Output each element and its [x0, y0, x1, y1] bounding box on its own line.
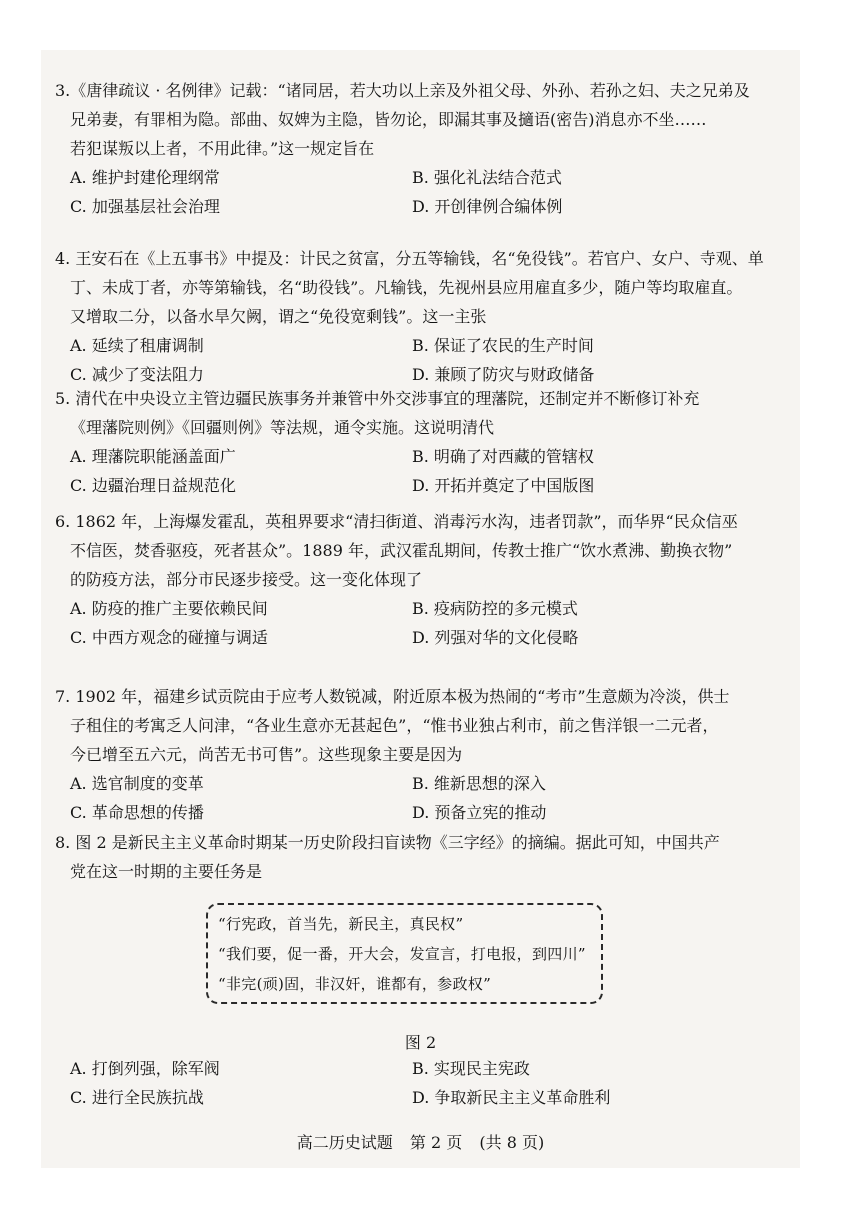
question-line: 6. 1862 年，上海爆发霍乱，英租界要求“清扫街道、消毒污水沟，违者罚款”，而华界“民众信巫 — [55, 512, 738, 531]
question-line: 4. 王安石在《上五事书》中提及：计民之贫富，分五等输钱，名“免役钱”。若官户、女户、寺观、单 — [55, 249, 764, 268]
option-a: A. 维护封建伦理纲常 — [70, 168, 220, 187]
options-row — [55, 798, 790, 827]
options-row — [55, 1054, 790, 1083]
option-a: A. 延续了租庸调制 — [70, 336, 204, 355]
question-line: 丁、未成丁者，亦等第输钱，名“助役钱”。凡输钱，先视州县应用雇直多少，随户等均取雇直。 — [70, 278, 743, 297]
question-3 — [55, 76, 790, 221]
option-d: D. 争取新民主主义革命胜利 — [412, 1088, 611, 1107]
option-b: B. 明确了对西藏的管辖权 — [412, 447, 594, 466]
option-c: C. 加强基层社会治理 — [70, 197, 220, 216]
question-line: 今已增至五六元，尚苦无书可售”。这些现象主要是因为 — [70, 745, 463, 764]
footer-total-pages: (共 8 页) — [479, 1133, 545, 1152]
options-row — [55, 442, 790, 471]
question-7 — [55, 682, 790, 827]
option-a: A. 选官制度的变革 — [70, 774, 204, 793]
option-b: B. 维新思想的深入 — [412, 774, 546, 793]
question-6 — [55, 507, 790, 652]
options-row — [55, 623, 790, 652]
question-line: 的防疫方法，部分市民逐步接受。这一变化体现了 — [70, 570, 423, 589]
option-a: A. 理藩院职能涵盖面广 — [70, 447, 236, 466]
question-line: 3.《唐律疏议 · 名例律》记载：“诸同居，若大功以上亲及外祖父母、外孙、若孙之妇、夫之兄弟及 — [55, 81, 750, 100]
question-line: 不信医，焚香驱疫，死者甚众”。1889 年，武汉霍乱期间，传教士推广“饮水煮沸、勤换衣物” — [70, 541, 733, 560]
question-4 — [55, 244, 790, 389]
option-a: A. 打倒列强，除军阀 — [70, 1059, 220, 1078]
option-b: B. 保证了农民的生产时间 — [412, 336, 594, 355]
options-row — [55, 331, 790, 360]
option-d: D. 列强对华的文化侵略 — [412, 628, 579, 647]
question-line: 子租住的考寓乏人问津，“各业生意亦无甚起色”，“惟书业独占利市，前之售洋银一二元者， — [70, 716, 719, 735]
option-d: D. 开创律例合编体例 — [412, 197, 563, 216]
option-d: D. 兼顾了防灾与财政储备 — [412, 365, 595, 384]
option-c: C. 边疆治理日益规范化 — [70, 476, 236, 495]
question-line: 8. 图 2 是新民主主义革命时期某一历史阶段扫盲读物《三字经》的摘编。据此可知，中国共产 — [55, 833, 720, 852]
options-row — [55, 471, 790, 500]
question-line: 党在这一时期的主要任务是 — [70, 862, 263, 881]
option-a: A. 防疫的推广主要依赖民间 — [70, 599, 268, 618]
question-line: 兄弟妻，有罪相为隐。部曲、奴婢为主隐，皆勿论，即漏其事及擿语(密告)消息亦不坐…… — [70, 110, 707, 129]
option-b: B. 强化礼法结合范式 — [412, 168, 562, 187]
exam-page — [41, 50, 800, 1168]
option-b: B. 实现民主宪政 — [412, 1059, 530, 1078]
options-row — [55, 163, 790, 192]
options-row — [55, 594, 790, 623]
page-footer — [41, 1130, 800, 1153]
figure-2-quote-box — [206, 903, 603, 1004]
figure-caption: 图 2 — [404, 1033, 437, 1052]
footer-page-number: 第 2 页 — [409, 1133, 463, 1152]
option-c: C. 革命思想的传播 — [70, 803, 204, 822]
options-row — [55, 769, 790, 798]
question-line: 又增取二分，以备水旱欠阙，谓之“免役宽剩钱”。这一主张 — [70, 307, 487, 326]
options-row — [55, 1083, 790, 1112]
option-c: C. 中西方观念的碰撞与调适 — [70, 628, 268, 647]
question-line: 若犯谋叛以上者，不用此律。”这一规定旨在 — [70, 139, 375, 158]
question-line: 5. 清代在中央设立主管边疆民族事务并兼管中外交涉事宜的理藩院，还制定并不断修订补充 — [55, 389, 700, 408]
options-row — [55, 192, 790, 221]
question-5 — [55, 384, 790, 500]
question-line: 7. 1902 年，福建乡试贡院由于应考人数锐减，附近原本极为热闹的“考市”生意颇为冷淡，供士 — [55, 687, 730, 706]
footer-title: 高二历史试题 — [296, 1133, 393, 1152]
quote-line: “我们要，促一番，开大会，发宣言，打电报，到四川” — [218, 945, 586, 963]
quote-line: “非完(顽)固，非汉奸，谁都有，参政权” — [218, 975, 492, 993]
option-c: C. 减少了变法阻力 — [70, 365, 204, 384]
question-8-options — [55, 1054, 790, 1112]
question-line: 《理藩院则例》《回疆则例》等法规，通令实施。这说明清代 — [70, 418, 495, 437]
question-8 — [55, 828, 790, 886]
option-d: D. 开拓并奠定了中国版图 — [412, 476, 595, 495]
option-c: C. 进行全民族抗战 — [70, 1088, 204, 1107]
quote-line: “行宪政，首当先，新民主，真民权” — [218, 915, 464, 933]
option-b: B. 疫病防控的多元模式 — [412, 599, 578, 618]
option-d: D. 预备立宪的推动 — [412, 803, 547, 822]
